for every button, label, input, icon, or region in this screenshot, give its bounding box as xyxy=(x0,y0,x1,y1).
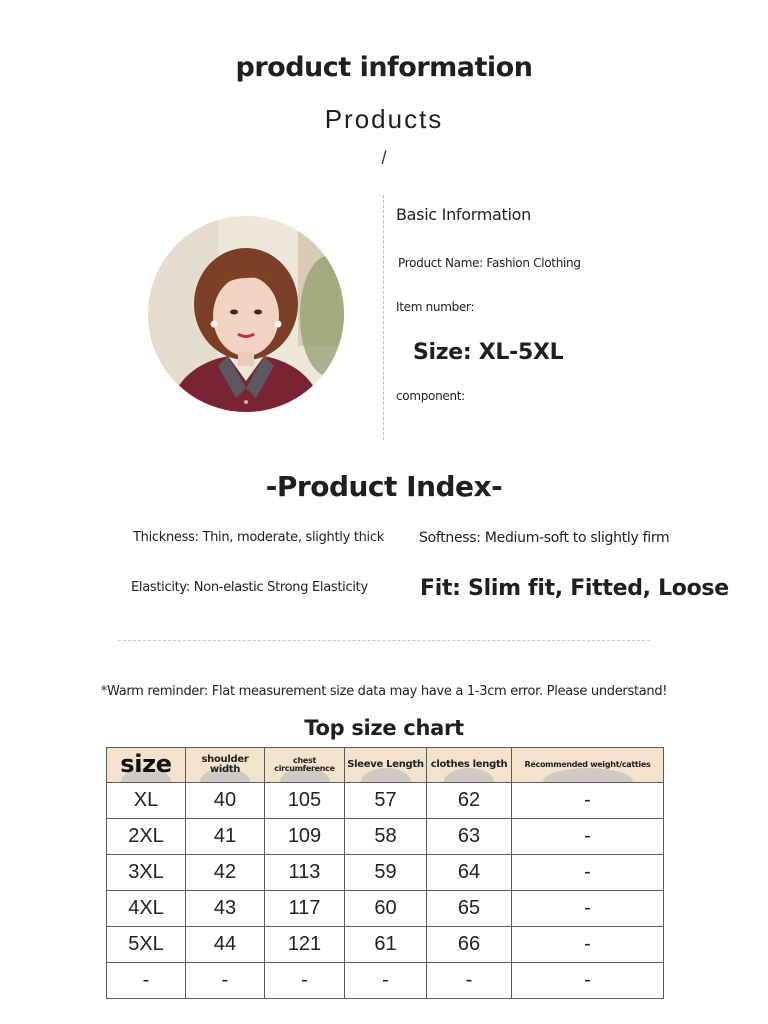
size-chart-table xyxy=(106,747,664,999)
model-portrait-illustration xyxy=(148,216,344,412)
table-cell: 60 xyxy=(345,891,427,927)
table-row xyxy=(107,963,664,999)
table-cell: - xyxy=(186,963,265,999)
model-portrait-image xyxy=(148,216,344,412)
table-cell: 42 xyxy=(186,855,265,891)
table-cell: - xyxy=(345,963,427,999)
header-clothes-length: clothes length xyxy=(427,748,512,783)
table-cell: 3XL xyxy=(107,855,186,891)
table-cell: 59 xyxy=(345,855,427,891)
table-cell: 113 xyxy=(265,855,345,891)
table-row xyxy=(107,891,664,927)
table-cell: - xyxy=(265,963,345,999)
table-cell: - xyxy=(512,783,664,819)
table-cell: 66 xyxy=(427,927,512,963)
table-cell: 62 xyxy=(427,783,512,819)
table-row xyxy=(107,855,664,891)
table-row xyxy=(107,927,664,963)
thickness-text: Thickness: Thin, moderate, slightly thick xyxy=(133,530,384,545)
page-title: product information xyxy=(235,52,533,83)
dashed-divider xyxy=(118,640,650,641)
slash-divider: / xyxy=(381,148,387,168)
elasticity-text: Elasticity: Non-elastic Strong Elasticity xyxy=(131,580,368,595)
size-chart-header-row xyxy=(107,748,664,783)
table-cell: 4XL xyxy=(107,891,186,927)
table-cell: 41 xyxy=(186,819,265,855)
table-cell: 63 xyxy=(427,819,512,855)
item-number: Item number: xyxy=(396,300,475,314)
vertical-dashed-divider xyxy=(383,195,384,440)
table-cell: - xyxy=(107,963,186,999)
header-sleeve-length: Sleeve Length xyxy=(345,748,427,783)
header-shoulder-width: shoulder width xyxy=(186,748,265,783)
fit-text: Fit: Slim fit, Fitted, Loose xyxy=(420,576,729,601)
warm-reminder: *Warm reminder: Flat measurement size data may have a 1-3cm error. Please understand! xyxy=(100,684,668,699)
table-cell: 43 xyxy=(186,891,265,927)
table-cell: - xyxy=(512,963,664,999)
table-cell: 44 xyxy=(186,927,265,963)
header-chest-circumference: chest circumference xyxy=(265,748,345,783)
table-cell: - xyxy=(512,891,664,927)
header-size: size xyxy=(107,748,186,783)
table-cell: 5XL xyxy=(107,927,186,963)
table-cell: - xyxy=(512,855,664,891)
header-recommended-weight: Recommended weight/catties xyxy=(512,748,664,783)
table-cell: 65 xyxy=(427,891,512,927)
table-cell: 57 xyxy=(345,783,427,819)
basic-info-heading: Basic Information xyxy=(396,205,531,224)
table-cell: 109 xyxy=(265,819,345,855)
table-cell: 58 xyxy=(345,819,427,855)
table-cell: 40 xyxy=(186,783,265,819)
size-range: Size: XL-5XL xyxy=(413,340,564,365)
product-index-heading: -Product Index- xyxy=(265,470,503,503)
table-cell: 2XL xyxy=(107,819,186,855)
table-cell: 61 xyxy=(345,927,427,963)
component-label: component: xyxy=(396,389,465,403)
table-cell: 121 xyxy=(265,927,345,963)
table-cell: 64 xyxy=(427,855,512,891)
table-cell: - xyxy=(427,963,512,999)
table-row xyxy=(107,819,664,855)
table-cell: 117 xyxy=(265,891,345,927)
size-chart-title: Top size chart xyxy=(304,716,464,740)
softness-text: Softness: Medium-soft to slightly firm xyxy=(419,530,670,546)
page-subtitle: Products xyxy=(324,104,444,134)
table-cell: XL xyxy=(107,783,186,819)
table-cell: 105 xyxy=(265,783,345,819)
product-name: Product Name: Fashion Clothing xyxy=(398,256,581,270)
table-cell: - xyxy=(512,927,664,963)
table-row xyxy=(107,783,664,819)
table-cell: - xyxy=(512,819,664,855)
